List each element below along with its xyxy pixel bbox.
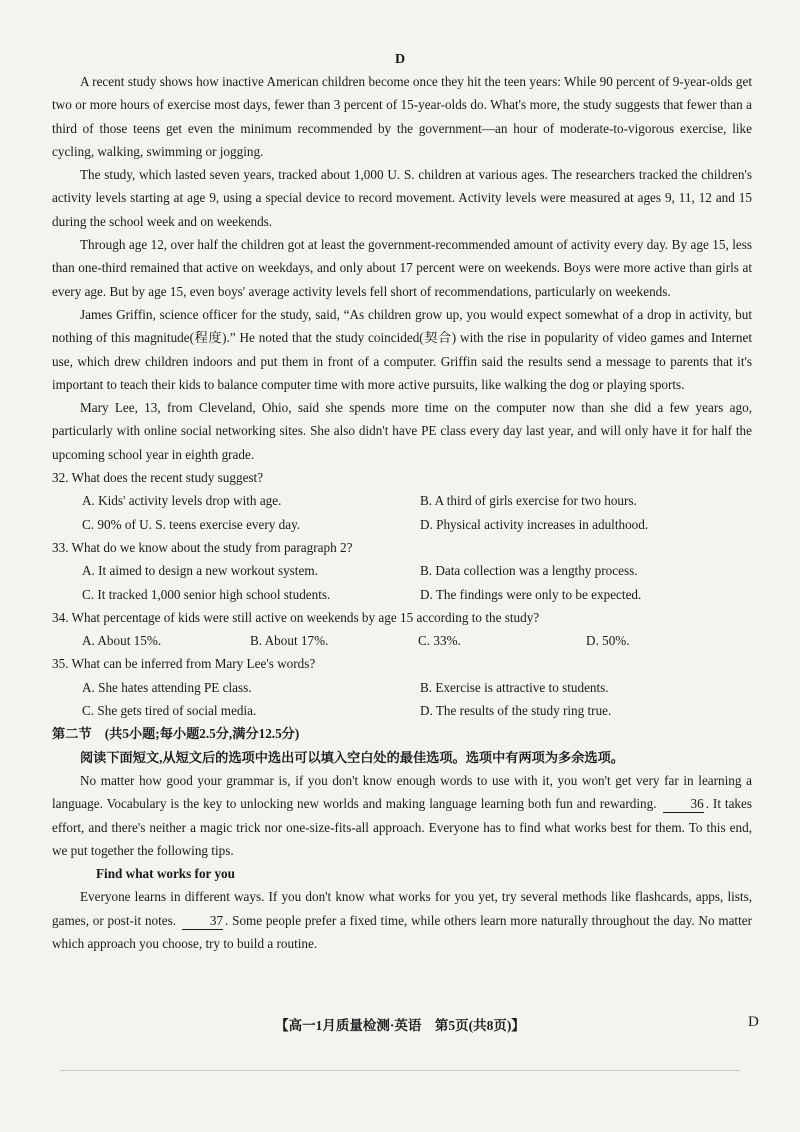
cloze-text: . It takes effort, and there's neither a magic trick nor one-size-fits-all approach. Everyone has to find what works best for them. To this end, we put together the following tips. <box>52 796 753 858</box>
option-list <box>52 559 752 606</box>
option-c[interactable]: C. 33%. <box>418 633 461 649</box>
corner-letter: D <box>748 1014 759 1030</box>
part-two-instruction: 阅读下面短文,从短文后的选项中选出可以填入空白处的最佳选项。选项中有两项为多余选项。 <box>80 749 624 765</box>
option-d[interactable]: D. Physical activity increases in adulthood. <box>420 516 649 532</box>
blank-37[interactable]: 37 <box>182 913 223 930</box>
cloze-text: No matter how good your grammar is, if you don't know enough words to use with it, you won't get very far in learning a language. Vocabulary is the key to unlocking new worlds and making language learning both fun and rewarding. <box>52 772 752 812</box>
cloze-paragraph-1 <box>52 769 752 862</box>
cloze-text: Everyone learns in different ways. If you don't know what works for you yet, try several methods like flashcards, apps, lists, games, or post-it notes. <box>52 889 752 928</box>
section-letter: D <box>394 52 406 67</box>
part-two-heading: 第二节 (共5小题;每小题2.5分,满分12.5分) <box>52 726 300 742</box>
option-b[interactable]: B. About 17%. <box>250 633 329 649</box>
option-d[interactable]: D. The findings were only to be expected. <box>420 586 642 602</box>
option-a[interactable]: A. About 15%. <box>82 633 162 649</box>
option-a[interactable]: A. It aimed to design a new workout system. <box>82 563 318 579</box>
option-d[interactable]: D. 50%. <box>586 633 630 649</box>
tips-subheading: Find what works for you <box>96 866 235 882</box>
option-a[interactable]: A. Kids' activity levels drop with age. <box>82 493 282 509</box>
question-stem: 32. What does the recent study suggest? <box>52 470 264 486</box>
option-c[interactable]: C. It tracked 1,000 senior high school students. <box>82 586 331 602</box>
question-32 <box>52 466 752 536</box>
option-a[interactable]: A. She hates attending PE class. <box>82 679 252 695</box>
question-33 <box>52 536 752 606</box>
question-stem: 34. What percentage of kids were still active on weekends by age 15 according to the study? <box>52 609 540 625</box>
blank-36[interactable]: 36 <box>663 796 704 813</box>
option-d[interactable]: D. The results of the study ring true. <box>420 703 612 719</box>
option-b[interactable]: B. Exercise is attractive to students. <box>420 679 609 695</box>
option-b[interactable]: B. A third of girls exercise for two hours. <box>420 493 637 509</box>
paragraph-3: Through age 12, over half the children got at least the government-recommended amount of activity every day. By age 15, less than one-third remained that active on weekdays, and only about 17 percent were on weekends. Boys were more active than girls at every age. But by age 15, even boys' average activity levels fell short of recommendations, particularly on weekends. <box>52 237 752 299</box>
option-c[interactable]: C. She gets tired of social media. <box>82 703 257 719</box>
question-stem: 35. What can be inferred from Mary Lee's words? <box>52 656 316 672</box>
paragraph-1: A recent study shows how inactive American children become once they hit the teen years: While 90 percent of 9-year-olds get two or more hours of exercise most days, fewer than 3 percent of 15-year-olds do. What's more, the study suggests that fewer than a third of those teens get even the minimum recommended by the government—an hour of moderate-to-vigorous exercise, like cycling, walking, swimming or jogging. <box>52 74 752 159</box>
option-list <box>52 629 752 652</box>
option-b[interactable]: B. Data collection was a lengthy process. <box>420 563 638 579</box>
page-footer: 【高一1月质量检测·英语 第5页(共8页)】 <box>275 1018 525 1033</box>
question-34 <box>52 606 752 653</box>
cloze-paragraph-2 <box>52 885 752 955</box>
option-c[interactable]: C. 90% of U. S. teens exercise every day. <box>82 516 301 532</box>
cloze-text: . Some people prefer a fixed time, while others learn more naturally throughout the day. No matter which approach you choose, try to build a routine. <box>52 912 752 951</box>
paragraph-5: Mary Lee, 13, from Cleveland, Ohio, said she spends more time on the computer now than she did a few years ago, particularly with online social networking sites. She also didn't have PE class every day last year, and will only have it for half the upcoming school year in eighth grade. <box>52 400 752 462</box>
bottom-rule <box>60 1070 740 1071</box>
paragraph-2: The study, which lasted seven years, tracked about 1,000 U. S. children at various ages. The researchers tracked the children's activity levels starting at age 9, using a special device to record movement. Activity levels were measured at ages 9, 11, 12 and 15 during the school week and on weekends. <box>52 167 752 229</box>
paragraph-4: James Griffin, science officer for the study, said, “As children grow up, you would expect somewhat of a drop in activity, but nothing of this magnitude(程度).” He noted that the study coincided(契合) with the rise in popularity of video games and Internet use, which drew children indoors and put them in front of a computer. Griffin said the results send a message to parents that it's important to teach their kids to balance computer time with more active pursuits, like walking the dog or playing sports. <box>52 306 752 392</box>
question-35 <box>52 652 752 722</box>
reading-passage <box>52 70 752 955</box>
option-list <box>52 489 752 536</box>
option-list <box>52 676 752 723</box>
question-stem: 33. What do we know about the study from paragraph 2? <box>52 539 353 555</box>
